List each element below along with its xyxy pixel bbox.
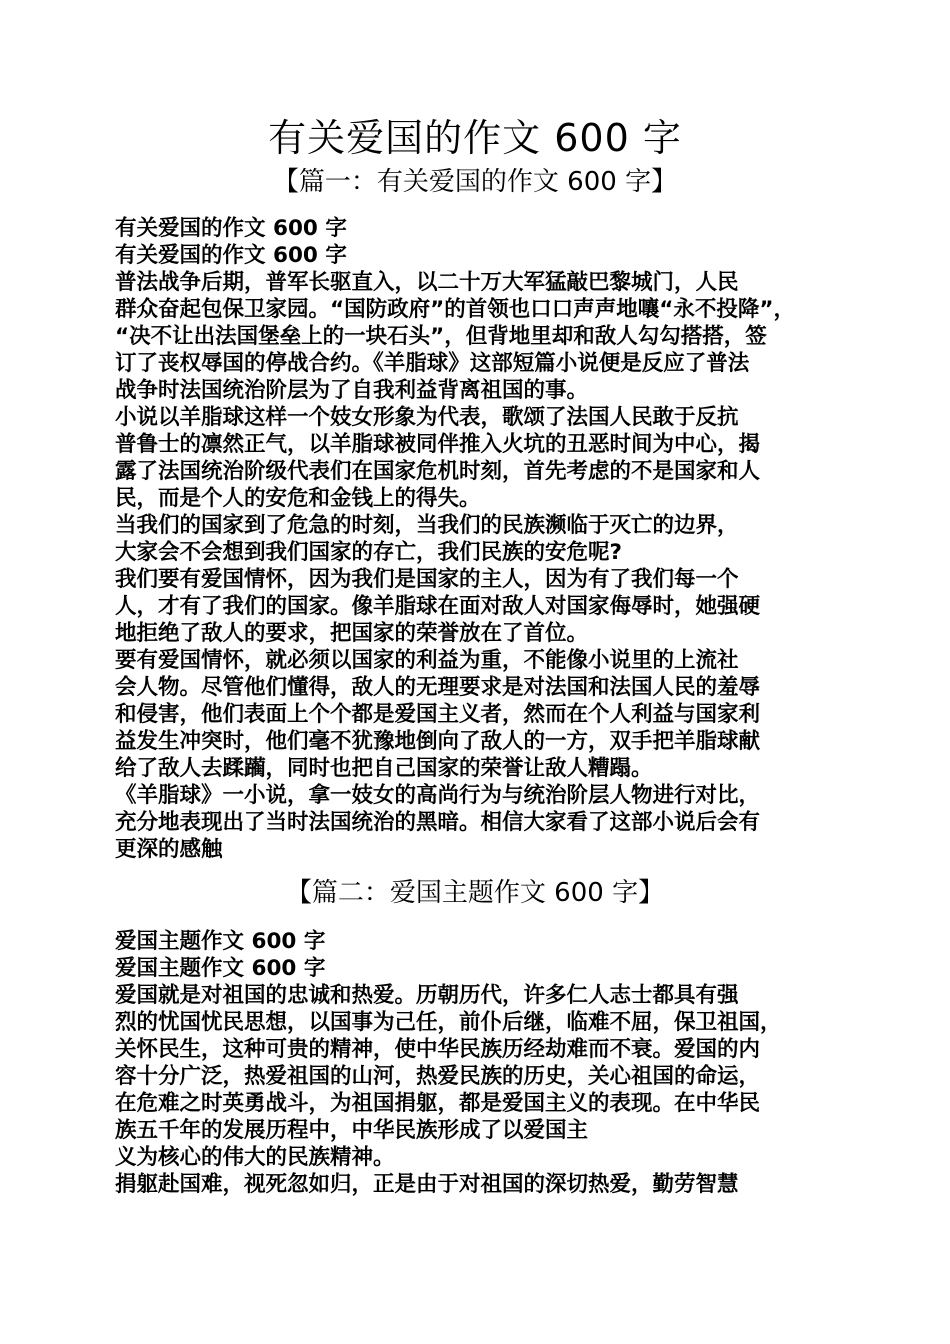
text-line: 当我们的国家到了危急的时刻，当我们的民族濒临于灭亡的边界， [115,513,739,538]
document-title: 有关爱国的作文 600 字 [268,116,682,160]
text-line: 人，才有了我们的国家。像羊脂球在面对敌人对国家侮辱时，她强硬 [115,594,761,619]
section-heading-1: 【篇一：有关爱国的作文 600 字】 [272,167,678,197]
text-line: 捐躯赴国难，视死忽如归，正是由于对祖国的深切热爱，勤劳智慧 [115,1172,739,1197]
text-line: 民，而是个人的安危和金钱上的得失。 [115,486,481,511]
text-line: 战争时法国统治阶层为了自我利益背离祖国的事。 [115,378,589,403]
text-line: 义为核心的伟大的民族精神。 [115,1145,395,1170]
text-line: 《羊脂球》一小说，拿一妓女的高尚行为与统治阶层人物进行对比， [115,783,761,808]
text-line: 爱国就是对祖国的忠诚和热爱。历朝历代，许多仁人志士都具有强 [115,983,739,1008]
text-line: 要有爱国情怀，就必须以国家的利益为重，不能像小说里的上流社 [115,648,739,673]
text-line: 露了法国统治阶级代表们在国家危机时刻，首先考虑的不是国家和人 [115,459,761,484]
text-line: 普法战争后期，普军长驱直入，以二十万大军猛敲巴黎城门，人民 [115,270,739,295]
text-line: 爱国主题作文 600 字 [115,929,326,954]
text-line: 小说以羊脂球这样一个妓女形象为代表，歌颂了法国人民敢于反抗 [115,405,739,430]
text-line: 给了敌人去蹂躏，同时也把自己国家的荣誉让敌人糟蹋。 [115,756,653,781]
text-line: 和侵害，他们表面上个个都是爱国主义者，然而在个人利益与国家利 [115,702,761,727]
text-line: “决不让出法国堡垒上的一块石头”，但背地里却和敌人勾勾搭搭，签 [115,324,767,349]
text-line: 地拒绝了敌人的要求，把国家的荣誉放在了首位。 [115,621,589,646]
section-body-2 [115,928,840,1198]
text-line: 烈的忧国忧民思想，以国事为己任，前仆后继，临难不屈，保卫祖国， [115,1010,782,1035]
text-line: 我们要有爱国情怀，因为我们是国家的主人，因为有了我们每一个 [115,567,739,592]
text-line: 爱国主题作文 600 字 [115,956,326,981]
text-line: 群众奋起包保卫家园。“国防政府”的首领也口口声声地嚷“永不投降”， [115,297,796,322]
text-line: 有关爱国的作文 600 字 [115,243,347,268]
text-line: 关怀民生，这种可贵的精神，使中华民族历经劫难而不衰。爱国的内 [115,1037,761,1062]
section-heading-2: 【篇二：爱国主题作文 600 字】 [285,878,665,908]
text-line: 大家会不会想到我们国家的存亡，我们民族的安危呢? [115,540,622,565]
text-line: 在危难之时英勇战斗，为祖国捐躯，都是爱国主义的表现。在中华民 [115,1091,761,1116]
text-line: 订了丧权辱国的停战合约。《羊脂球》这部短篇小说便是反应了普法 [115,351,750,376]
text-line: 益发生冲突时，他们毫不犹豫地倒向了敌人的一方，双手把羊脂球献 [115,729,761,754]
section-body-1 [115,215,840,863]
text-line: 充分地表现出了当时法国统治的黑暗。相信大家看了这部小说后会有 [115,810,761,835]
text-line: 容十分广泛，热爱祖国的山河，热爱民族的历史，关心祖国的命运， [115,1064,761,1089]
text-line: 普鲁士的凛然正气，以羊脂球被同伴推入火坑的丑恶时间为中心，揭 [115,432,761,457]
text-line: 有关爱国的作文 600 字 [115,216,347,241]
text-line: 会人物。尽管他们懂得，敌人的无理要求是对法国和法国人民的羞辱 [115,675,761,700]
text-line: 更深的感触 [115,837,223,862]
text-line: 族五千年的发展历程中，中华民族形成了以爱国主 [115,1118,589,1143]
